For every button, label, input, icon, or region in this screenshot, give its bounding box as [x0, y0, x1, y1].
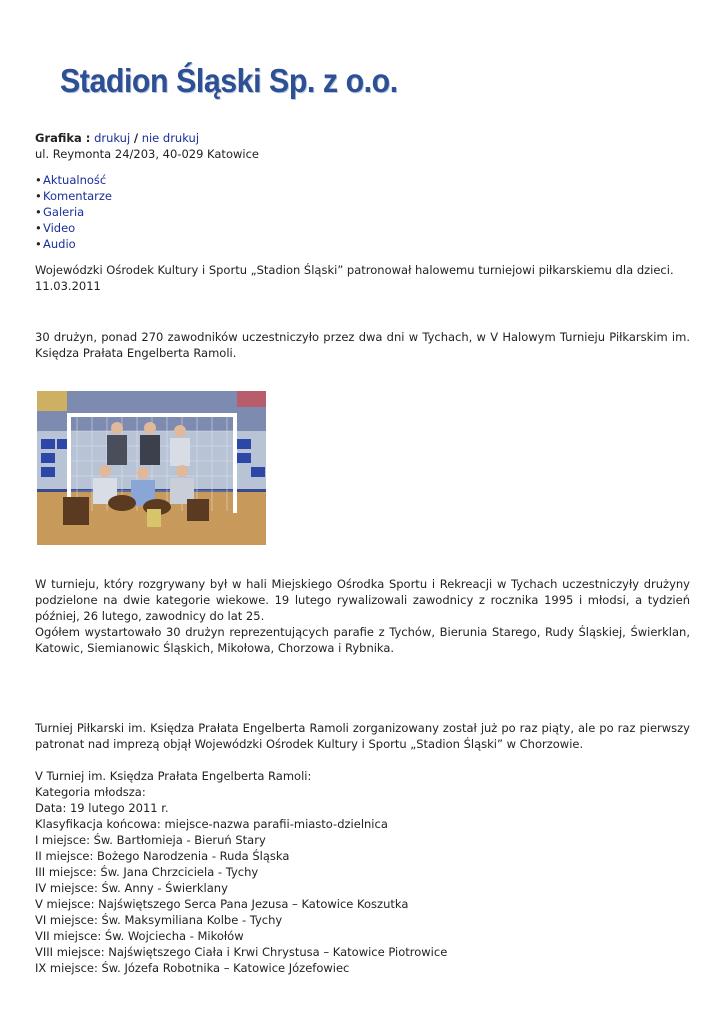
nav-list	[35, 172, 690, 252]
nav-item-aktualnosc	[43, 172, 690, 188]
nav-item-galeria	[43, 204, 690, 220]
results-line: III miejsce: Św. Jana Chrzciciela - Tychy	[35, 865, 259, 879]
results-line: Data: 19 lutego 2011 r.	[35, 801, 169, 815]
results-line: VII miejsce: Św. Wojciecha - Mikołów	[35, 929, 244, 943]
results-line: Kategoria młodsza:	[35, 785, 146, 799]
grafika-row	[35, 130, 690, 146]
link-separator: /	[133, 131, 139, 145]
results-line: II miejsce: Bożego Narodzenia - Ruda Śląska	[35, 849, 290, 863]
nav-link-video[interactable]: Video	[43, 221, 76, 235]
results-line: Klasyfikacja końcowa: miejsce-nazwa parafii-miasto-dzielnica	[35, 817, 388, 831]
grafika-label: Grafika :	[35, 131, 91, 145]
address: ul. Reymonta 24/203, 40-029 Katowice	[35, 147, 259, 161]
results-line: VIII miejsce: Najświętszego Ciała i Krwi Chrystusa – Katowice Piotrowice	[35, 945, 448, 959]
print-link[interactable]: drukuj	[94, 131, 131, 145]
nav-item-audio	[43, 236, 690, 252]
nav-link-audio[interactable]: Audio	[43, 237, 76, 251]
results-line: V Turniej im. Księdza Prałata Engelberta Ramoli:	[35, 769, 312, 783]
article-headline: Wojewódzki Ośrodek Kultury i Sportu „Stadion Śląski” patronował halowemu turniejowi piłkarskiemu dla dzieci.	[35, 263, 674, 277]
team-photo	[37, 391, 266, 545]
nav-link-aktualnosc[interactable]: Aktualność	[43, 173, 107, 187]
article-date: 11.03.2011	[35, 279, 101, 293]
nav-link-komentarze[interactable]: Komentarze	[43, 189, 112, 203]
results-line: V miejsce: Najświętszego Serca Pana Jezusa – Katowice Koszutka	[35, 897, 409, 911]
results-line: IX miejsce: Św. Józefa Robotnika – Katowice Józefowiec	[35, 961, 350, 975]
company-logo: Stadion Śląski Sp. z o.o.	[60, 62, 398, 99]
article-para-2: Ogółem wystartowało 30 drużyn reprezentujących parafie z Tychów, Bierunia Starego, Rudy Śląskiej, Świerklan, Katowic, Siemianowic Śląskich, Mikołowa, Chorzowa i Rybnika.	[35, 625, 690, 655]
results-line: I miejsce: Św. Bartłomieja - Bieruń Stary	[35, 833, 266, 847]
results-line: IV miejsce: Św. Anny - Świerklany	[35, 881, 228, 895]
article-para-3: Turniej Piłkarski im. Księdza Prałata Engelberta Ramoli zorganizowany został już po raz piąty, ale po raz pierwszy patronat nad imprezą objął Wojewódzki Ośrodek Kultury i Sportu „Stadion Śląski” w Chorzowie.	[35, 721, 690, 751]
article-intro: 30 drużyn, ponad 270 zawodników uczestniczyło przez dwa dni w Tychach, w V Halowym Turnieju Piłkarskim im. Księdza Prałata Engelberta Ramoli.	[35, 330, 690, 360]
nav-link-galeria[interactable]: Galeria	[43, 205, 85, 219]
nav-item-video	[43, 220, 690, 236]
no-print-link[interactable]: nie drukuj	[141, 131, 200, 145]
results-line: VI miejsce: Św. Maksymiliana Kolbe - Tychy	[35, 913, 283, 927]
results-list	[35, 768, 690, 976]
nav-item-komentarze	[43, 188, 690, 204]
article-para-1: W turnieju, który rozgrywany był w hali Miejskiego Ośrodka Sportu i Rekreacji w Tychach uczestniczyły drużyny podzielone na dwie kategorie wiekowe. 19 lutego rywalizowali zawodnicy z rocznika 1995 i młodsi, a tydzień później, 26 lutego, zawodnicy do lat 25.	[35, 577, 690, 623]
page-content	[35, 130, 690, 976]
